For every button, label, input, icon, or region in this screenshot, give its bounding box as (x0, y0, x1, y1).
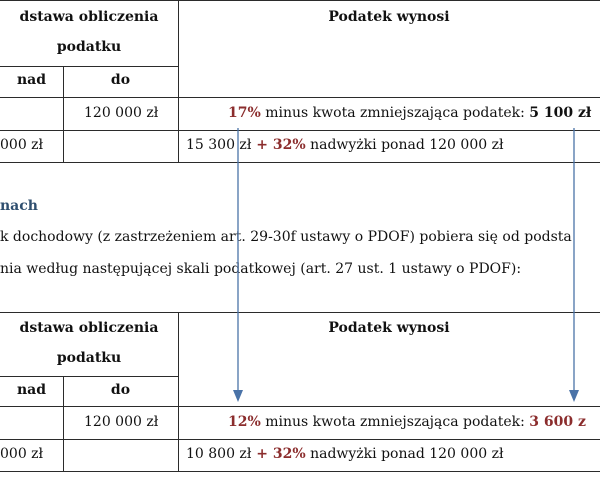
table2-row1-rate-text: minus kwota zmniejszająca podatek: (260, 414, 530, 430)
table1-row2-base: 15 300 zł (186, 137, 252, 153)
table2-row2-base: 10 800 zł (186, 446, 252, 462)
arrow-reduction-head (569, 390, 579, 402)
table1-tax-header: Podatek wynosi (328, 9, 450, 25)
table2-row1-to: 120 000 zł (84, 414, 159, 430)
table1-row1-rate: 17% (228, 105, 261, 121)
table2-row2-plus: + 32% (251, 446, 306, 462)
section-paragraph-line1: k dochodowy (z zastrzeżeniem art. 29-30f ustawy o PDOF) pobiera się od podsta (0, 229, 572, 245)
table2-basis-header-line1: dstawa obliczenia (19, 320, 159, 336)
table2-tax-header: Podatek wynosi (328, 320, 450, 336)
section-heading: nach (0, 198, 38, 214)
table2-row1-rate: 12% (228, 414, 261, 430)
section-paragraph-line2: nia według następującej skali podatkowej (art. 27 ust. 1 ustawy o PDOF): (0, 261, 522, 277)
table1-row1-rate-text: minus kwota zmniejszająca podatek: (260, 105, 530, 121)
table1-row2-plus: + 32% (251, 137, 306, 153)
table2-basis-header-line2: podatku (56, 350, 122, 366)
table2-row2-from: 000 zł (0, 446, 44, 462)
table1-row1-to: 120 000 zł (84, 105, 159, 121)
table1-to-header: do (110, 72, 131, 88)
table1-basis-header-line1: dstawa obliczenia (19, 9, 159, 25)
table1-basis-header-line2: podatku (56, 39, 122, 55)
table2-row1-reduction: 3 600 z (529, 414, 586, 430)
arrow-rate-head (233, 390, 243, 402)
table2-to-header: do (110, 382, 131, 398)
table1-from-header: nad (16, 72, 47, 88)
table2-from-header: nad (16, 382, 47, 398)
table2-row2-tail: nadwyżki ponad 120 000 zł (305, 446, 504, 462)
table1-row1-reduction: 5 100 zł (529, 105, 592, 121)
table1-row2-from: 000 zł (0, 137, 44, 153)
table1-row2-tail: nadwyżki ponad 120 000 zł (305, 137, 504, 153)
